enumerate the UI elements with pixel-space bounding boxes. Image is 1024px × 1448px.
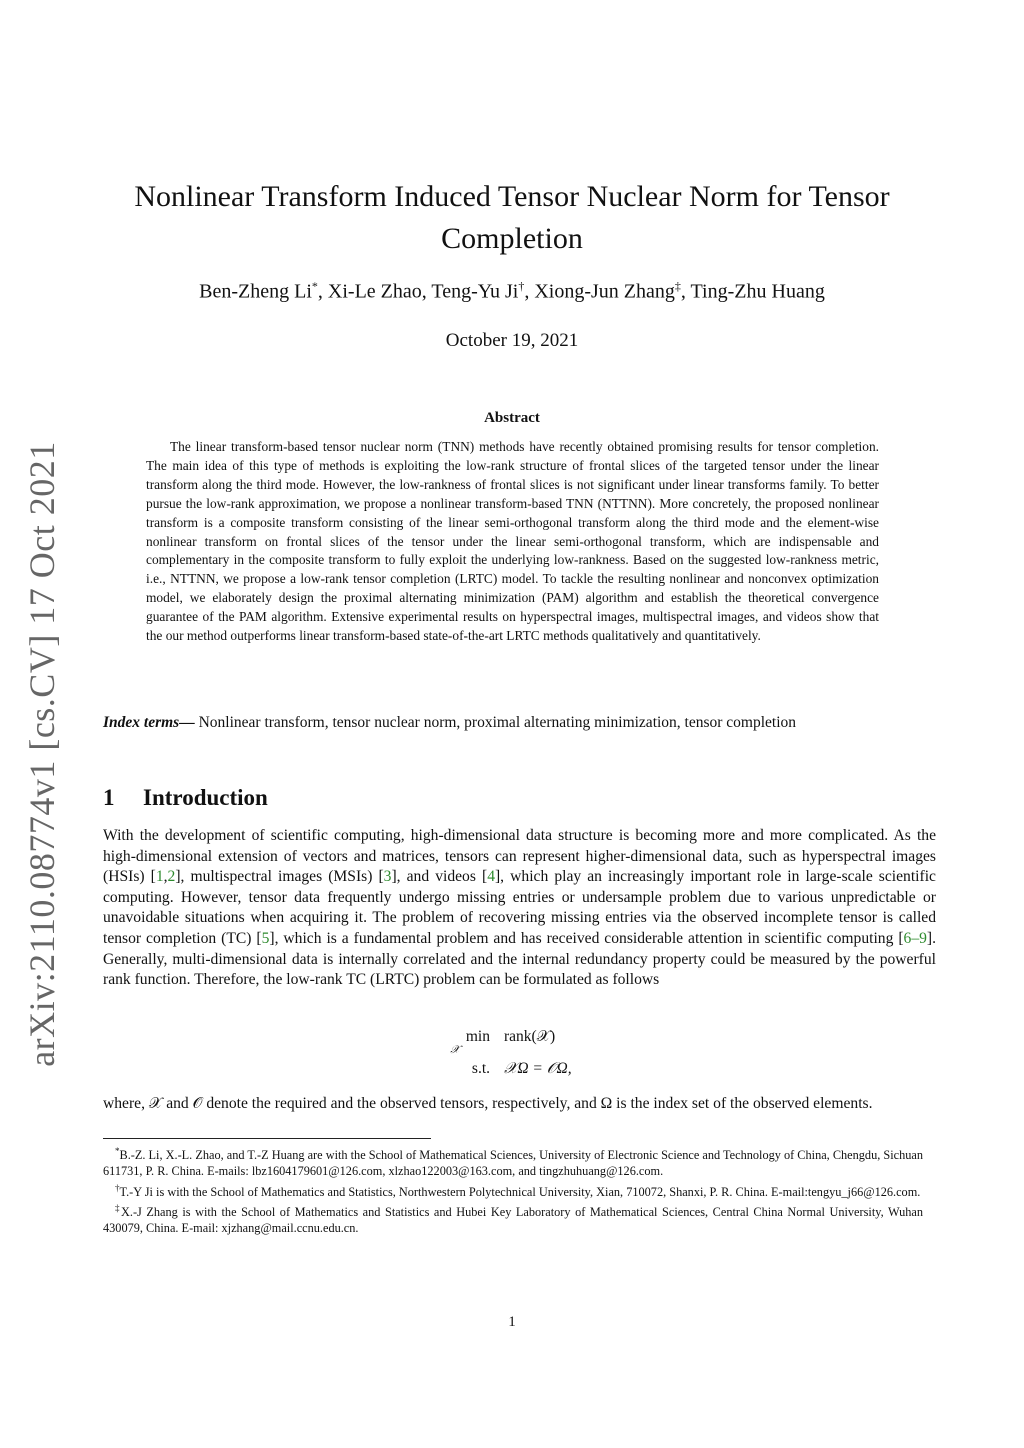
- author-name: Xi-Le Zhao: [327, 280, 422, 303]
- intro-text: ], multispectral images (MSIs) [: [175, 868, 384, 886]
- equation-st: s.t.: [471, 1060, 490, 1077]
- footnote: [103, 1200, 923, 1237]
- abstract-text: The linear transform-based tensor nuclear norm (TNN) methods have recently obtained promising results for tensor completion. The main idea of this type of methods is exploiting the low-rank structure of frontal slices of the targeted tensor under the linear transform along the third mode. However, the low-rankness of frontal slices is not significant under linear transforms family. To better pursue the low-rank approximation, we propose a nonlinear transform-based TNN (NTTNN). More concretely, the proposed nonlinear transform is a composite transform consisting of the linear semi-orthogonal transform along the third mode and the element-wise nonlinear transform on frontal slices of the tensor under the linear semi-orthogonal transform, which are indispensable and complementary in the composite transform to fully exploit the underlying low-rankness. Based on the suggested low-rankness metric, i.e., NTTNN, we propose a low-rank tensor completion (LRTC) model. To tackle the resulting nonlinear and nonconvex optimization model, we elaborately design the proximal alternating minimization (PAM) algorithm and establish the theoretical convergence guarantee of the PAM algorithm. Extensive experimental results on hyperspectral images, multispectral images, and videos show that the our method outperforms linear transform-based state-of-the-art LRTC methods qualitatively and quantitatively.: [146, 439, 879, 644]
- intro-text: ,: [163, 868, 168, 886]
- abstract-body: [146, 438, 879, 646]
- intro-text: ]. Generally, multi-dimensional data is internally correlated and the internal redundancy property could be measured by the powerful rank function. Therefore, the low-rank TC (LRTC) problem can be formulated as follows: [103, 929, 936, 989]
- author-name: Ben-Zheng Li: [199, 280, 312, 303]
- author-mark: †: [518, 279, 525, 293]
- abstract-heading: Abstract: [484, 410, 540, 426]
- footnotes: [103, 1143, 923, 1237]
- citation-link[interactable]: 4: [487, 868, 495, 886]
- section-number: 1: [103, 785, 115, 810]
- footnote-mark: *: [115, 1146, 120, 1156]
- equation-constraint-row: [300, 1060, 724, 1092]
- section-title: Introduction: [143, 785, 268, 810]
- author-mark: *: [311, 279, 318, 293]
- footnote-mark: ‡: [115, 1203, 121, 1214]
- footnote-text: B.-Z. Li, X.-L. Zhao, and T.-Z Huang are with the School of Mathematical Sciences, University of Electronic Science and Technology of China, Chengdu, Sichuan 611731, P. R. China. E-mails: lbz1604179601@126.com, xlzhao122003@163.com, and tingzhuhuang@126.com.: [103, 1148, 923, 1179]
- page-number: 1: [508, 1314, 516, 1330]
- arxiv-identifier: arXiv:2110.08774v1 [cs.CV] 17 Oct 2021: [22, 441, 62, 1067]
- intro-text: ], which play an increasingly important role in large-scale scientific computing. However, tensor data frequently undergo missing entries or undersample problem due to various unpredictable or unavoidable situations when acquiring it. The problem of recovering missing entries via the observed incomplete tensor is called tensor completion (TC) [: [103, 868, 936, 947]
- author-name: Teng-Yu Ji: [431, 280, 519, 303]
- author-list: Ben-Zheng Li*, Xi-Le Zhao, Teng-Yu Ji†, Xiong-Jun Zhang‡, Ting-Zhu Huang: [199, 279, 825, 303]
- intro-text: ], and videos [: [391, 868, 488, 886]
- author-name: Ting-Zhu Huang: [690, 280, 825, 303]
- index-terms-text: Nonlinear transform, tensor nuclear norm, proximal alternating minimization, tensor completion: [194, 714, 797, 731]
- author-mark: ‡: [674, 279, 681, 293]
- citation-link[interactable]: 2: [167, 868, 176, 886]
- footnote-divider: [103, 1138, 431, 1139]
- index-terms: [103, 712, 923, 733]
- publication-date: October 19, 2021: [445, 330, 579, 351]
- equation-constraint: 𝒳Ω = 𝒪Ω,: [504, 1060, 572, 1077]
- section-heading: [103, 782, 268, 814]
- min-operator: min: [465, 1028, 490, 1045]
- citation-link[interactable]: 1: [155, 868, 164, 886]
- equation-min: [420, 1028, 490, 1055]
- author-name: Xiong-Jun Zhang: [534, 280, 675, 303]
- footnote: [103, 1180, 923, 1200]
- footnote: [103, 1143, 923, 1180]
- footnote-mark: †: [115, 1182, 120, 1193]
- citation-link[interactable]: 3: [383, 868, 392, 886]
- intro-text: With the development of scientific computing, high-dimensional data structure is becoming more and more complicated. As the high-dimensional extension of vectors and matrices, tensors can represent higher-dimensional data, such as hyperspectral images (HSIs) [: [103, 827, 936, 886]
- paper-title: Nonlinear Transform Induced Tensor Nuclear Norm for Tensor Completion: [134, 180, 890, 255]
- min-subscript: 𝒳: [450, 1044, 460, 1056]
- citation-link[interactable]: 6–9: [903, 929, 927, 947]
- intro-text: ], which is a fundamental problem and has received considerable attention in scientific computing [: [269, 929, 904, 947]
- lrtc-equation: [300, 1028, 724, 1092]
- equation-objective-row: [300, 1028, 724, 1060]
- equation-explanation: where, 𝒳 and 𝒪 denote the required and the observed tensors, respectively, and Ω is the index set of the observed elements.: [103, 1095, 873, 1112]
- footnote-text: X.-J Zhang is with the School of Mathematics and Statistics and Hubei Key Laboratory of Mathematical Sciences, Central China Normal University, Wuhan 430079, China. E-mail: xjzhang@mail.ccnu.edu.cn.: [103, 1205, 924, 1236]
- equation-objective: rank(𝒳): [504, 1028, 556, 1045]
- index-terms-label: Index terms—: [103, 714, 195, 731]
- footnote-text: T.-Y Ji is with the School of Mathematics and Statistics, Northwestern Polytechnical University, Xian, 710072, Shanxi, P. R. China. E-mail:tengyu_j66@126.com.: [119, 1184, 921, 1199]
- introduction-paragraph: [103, 826, 936, 991]
- citation-link[interactable]: 5: [261, 929, 270, 947]
